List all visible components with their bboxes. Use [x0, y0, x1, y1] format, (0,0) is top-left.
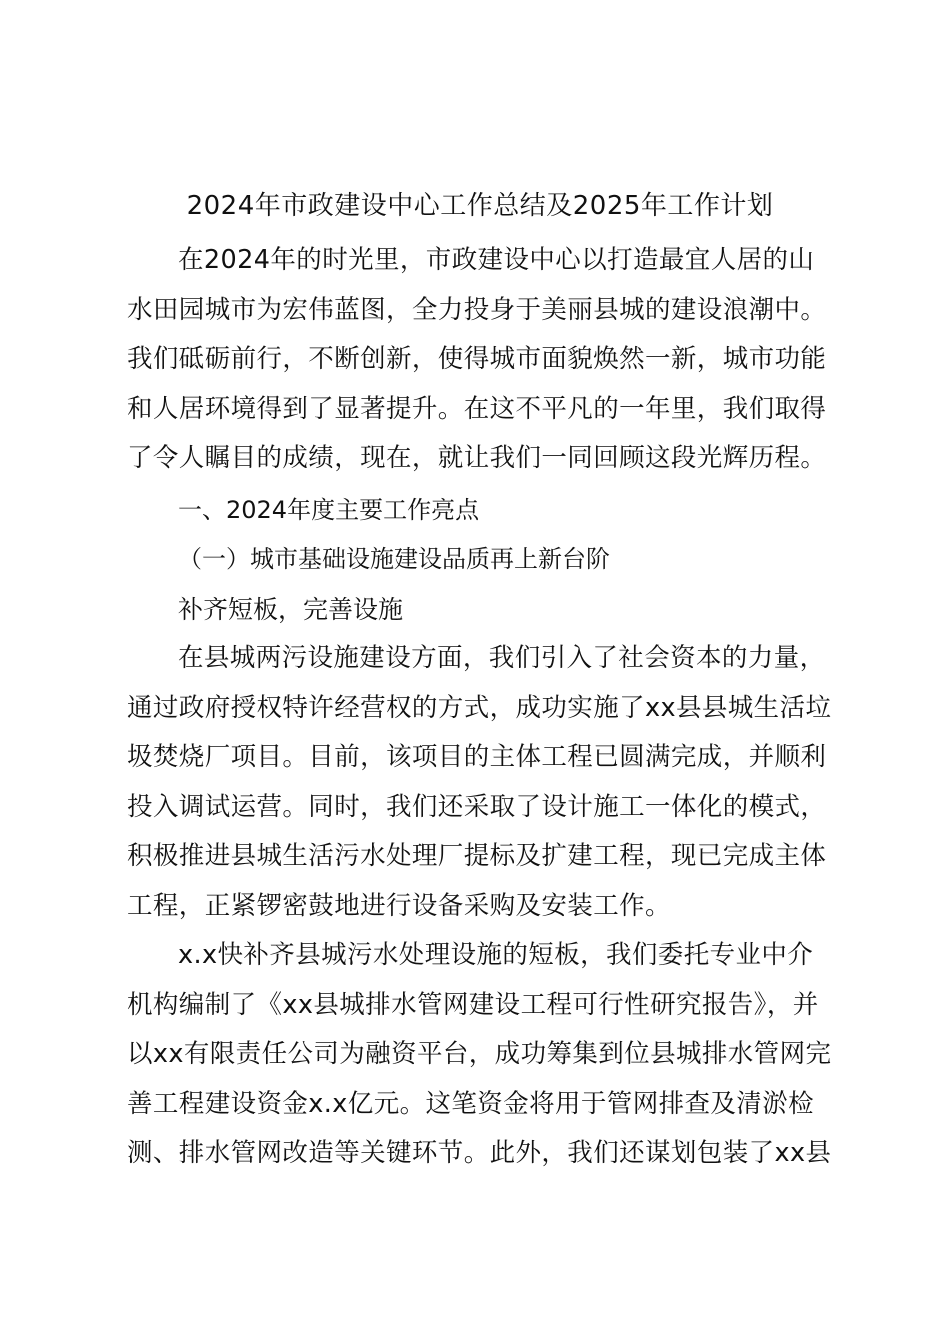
text-line: 通过政府授权特许经营权的方式，成功实施了xx县县城生活垃: [127, 692, 832, 723]
text-line: 圾焚烧厂项目。目前，该项目的主体工程已圆满完成，并顺利: [127, 742, 827, 772]
text-line: 善工程建设资金x.x亿元。这笔资金将用于管网排查及清淤检: [127, 1088, 814, 1119]
topic-heading: 补齐短板，完善设施: [178, 594, 404, 624]
text-line: 投入调试运营。同时，我们还采取了设计施工一体化的模式，: [127, 791, 827, 822]
body-paragraph-2: [127, 931, 833, 1179]
text-line: 测、排水管网改造等关键环节。此外，我们还谋划包装了xx县: [127, 1138, 832, 1168]
text-line: 在2024年的时光里，市政建设中心以打造最宜人居的山: [178, 245, 815, 275]
text-line: 了令人瞩目的成绩，现在，就让我们一同回顾这段光辉历程。: [127, 443, 827, 473]
text-line: 我们砥砺前行，不断创新，使得城市面貌焕然一新，城市功能: [127, 344, 827, 374]
intro-paragraph: [127, 236, 833, 484]
body-paragraph-1: [127, 634, 833, 931]
section-heading: 一、2024年度主要工作亮点: [178, 495, 480, 524]
text-line: x.x快补齐县城污水处理设施的短板，我们委托专业中介: [178, 940, 814, 970]
subsection-heading: （一）城市基础设施建设品质再上新台阶: [178, 545, 610, 573]
document-title: 2024年市政建设中心工作总结及2025年工作计划: [186, 191, 774, 221]
text-line: 在县城两污设施建设方面，我们引入了社会资本的力量，: [178, 643, 826, 673]
text-line: 以xx有限责任公司为融资平台，成功筹集到位县城排水管网完: [127, 1039, 832, 1069]
text-line: 工程，正紧锣密鼓地进行设备采购及安装工作。: [127, 890, 671, 921]
text-line: 水田园城市为宏伟蓝图，全力投身于美丽县城的建设浪潮中。: [127, 294, 827, 325]
text-line: 机构编制了《xx县城排水管网建设工程可行性研究报告》，并: [127, 989, 819, 1020]
text-line: 和人居环境得到了显著提升。在这不平凡的一年里，我们取得: [127, 393, 827, 424]
document-page: [127, 186, 833, 1179]
text-line: 积极推进县城生活污水处理厂提标及扩建工程，现已完成主体: [127, 841, 827, 871]
